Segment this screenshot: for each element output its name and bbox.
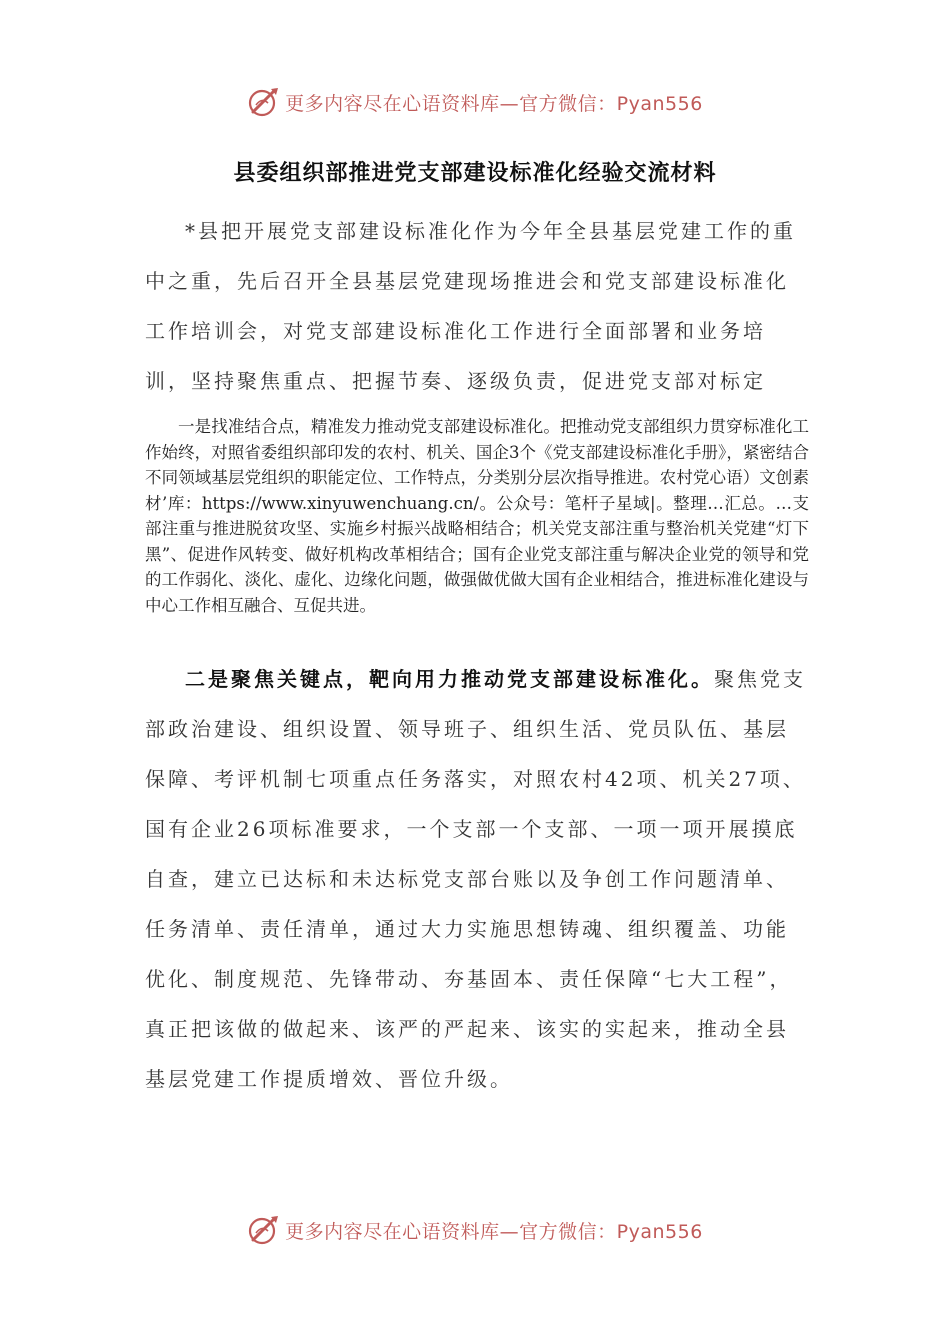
- paragraph-point-one-lead: 一是找准结合点，精准发力推动党支部建设标准化。: [178, 417, 560, 436]
- paragraph-point-two-body: 聚焦党支部政治建设、组织设置、领导班子、组织生活、党员队伍、基层保障、考评机制七项重点任务落实，对照农村42项、机关27项、国有企业26项标准要求，一个支部一个支部、一项一项开展摸底自查，建立已达标和未达标党支部台账以及争创工作问题清单、任务清单、责任清单，通过大力实施思想铸魂、组织覆盖、功能优化、制度规范、先锋带动、夯基固本、责任保障“七大工程”，真正把该做的做起来、该严的严起来、该实的实起来，推动全县基层党建工作提质增效、晋位升级。: [145, 667, 806, 1091]
- paragraph-point-one: [145, 414, 809, 644]
- header-banner: [0, 82, 950, 122]
- paragraph-point-two: [145, 654, 809, 1104]
- paragraph-point-one-body: 把推动党支部组织力贯穿标准化工作始终，对照省委组织部印发的农村、机关、国企3个《党支部建设标准化手册》，紧密结合不同领域基层党组织的职能定位、工作特点，分类别分层次指导推进。农村党心语）文创素材’库：https://www.xinyuwenchuang.cn/。公众号：笔杆子星域|。整理…汇总。…支部注重与推进脱贫攻坚、实施乡村振兴战略相结合；机关党支部注重与整治机关党建“灯下黑”、促进作风转变、做好机构改革相结合；国有企业党支部注重与解决企业党的领导和党的工作弱化、淡化、虚化、边缘化问题，做强做优做大国有企业相结合，推进标准化建设与中心工作相互融合、互促共进。: [145, 417, 809, 615]
- document-title: 县委组织部推进党支部建设标准化经验交流材料: [233, 161, 717, 186]
- paragraph-point-two-lead: 二是聚焦关键点，靶向用力推动党支部建设标准化。: [185, 667, 714, 691]
- banner-text: 更多内容尽在心语资料库—官方微信：Pyan556: [285, 92, 703, 115]
- pen-in-circle-logo-icon: [247, 1213, 281, 1247]
- footer-banner-text: 更多内容尽在心语资料库—官方微信：Pyan556: [285, 1220, 703, 1243]
- pen-in-circle-logo-icon: [247, 85, 281, 119]
- footer-banner: [0, 1210, 950, 1250]
- paragraph-intro: *县把开展党支部建设标准化作为今年全县基层党建工作的重中之重，先后召开全县基层党建现场推进会和党支部建设标准化工作培训会，对党支部建设标准化工作进行全面部署和业务培训，坚持聚焦重点、把握节奏、逐级负责，促进党支部对标定: [145, 219, 796, 393]
